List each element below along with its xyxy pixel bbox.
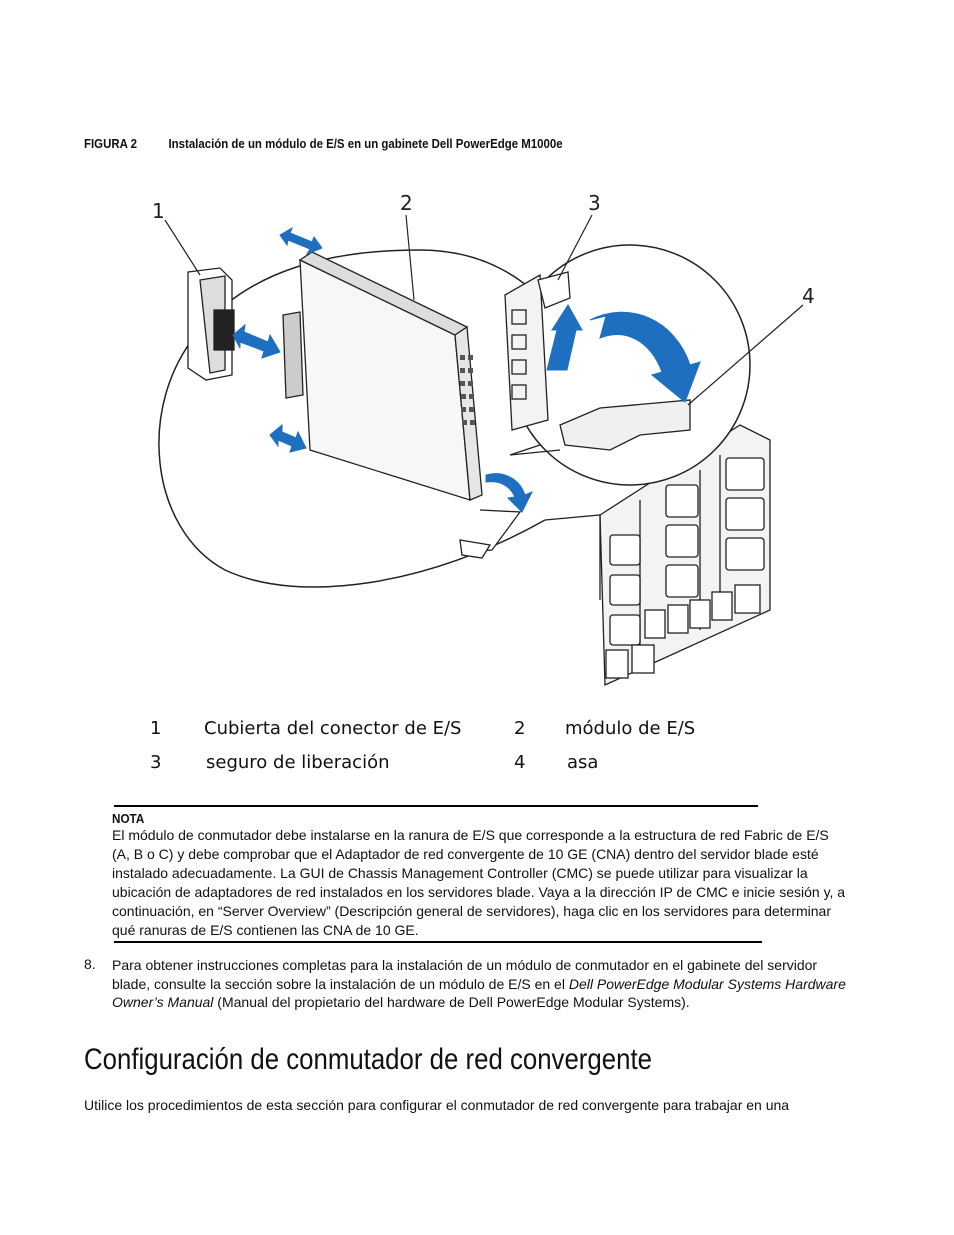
callout-4: 4 bbox=[802, 284, 815, 308]
legend-num-4: 4 bbox=[514, 752, 526, 773]
legend-label-3: seguro de liberación bbox=[206, 752, 390, 773]
manual-title: Dell PowerEdge Modular Systems Hardware Owner’s Manual bbox=[112, 975, 846, 1010]
legend-label-2: módulo de E/S bbox=[565, 718, 696, 739]
legend-num-1: 1 bbox=[150, 718, 162, 739]
step-text-before: Para obtener instrucciones completas para la instalación de un módulo de conmutador en el gabinete del servidor blade, consulte la sección sobre la instalación de un módulo de E/S en el bbox=[112, 957, 818, 992]
note-top-rule bbox=[114, 805, 758, 807]
connector-cover-drawing bbox=[188, 268, 234, 380]
note-label: NOTA bbox=[112, 811, 145, 826]
step-number: 8. bbox=[84, 956, 96, 972]
step-text bbox=[112, 956, 852, 1012]
section-heading: Configuración de conmutador de red convergente bbox=[84, 1043, 652, 1076]
note-text: El módulo de conmutador debe instalarse en la ranura de E/S que corresponde a la estructura de red Fabric de E/S (A, B o C) y debe comprobar que el Adaptador de red convergente de 10 GE (CNA) dentro del servidor blade esté instalado adecuadamente. La GUI de Chassis Management Controller (CMC) se puede utilizar para visualizar la ubicación de adaptadores de red instalados en los servidores blade. Vaya a la dirección IP de CMC e inicie sesión y, a continuación, en “Server Overview” (Descripción general de servidores), haga clic en los servidores para determinar qué ranuras de E/S contienen las CNA de 10 GE. bbox=[112, 827, 846, 938]
step-text-after: (Manual del propietario del hardware de Dell PowerEdge Modular Systems). bbox=[213, 994, 690, 1010]
section-intro: Utilice los procedimientos de esta sección para configurar el conmutador de red convergente para trabajar en una bbox=[84, 1097, 790, 1113]
legend-num-2: 2 bbox=[514, 718, 526, 739]
callout-2: 2 bbox=[400, 191, 413, 215]
figure-illustration bbox=[0, 180, 954, 700]
legend-num-3: 3 bbox=[150, 752, 162, 773]
legend-label-1: Cubierta del conector de E/S bbox=[204, 718, 462, 739]
figure-caption bbox=[84, 136, 563, 151]
callout-3: 3 bbox=[588, 191, 601, 215]
figure-number: FIGURA 2 bbox=[84, 136, 137, 151]
figure-title: Instalación de un módulo de E/S en un gabinete Dell PowerEdge M1000e bbox=[168, 136, 563, 151]
legend-label-4: asa bbox=[567, 752, 599, 773]
io-module-drawing bbox=[283, 252, 520, 558]
callout-1: 1 bbox=[152, 199, 165, 223]
note-bottom-rule bbox=[114, 941, 762, 943]
io-module-installation-diagram bbox=[0, 180, 954, 700]
